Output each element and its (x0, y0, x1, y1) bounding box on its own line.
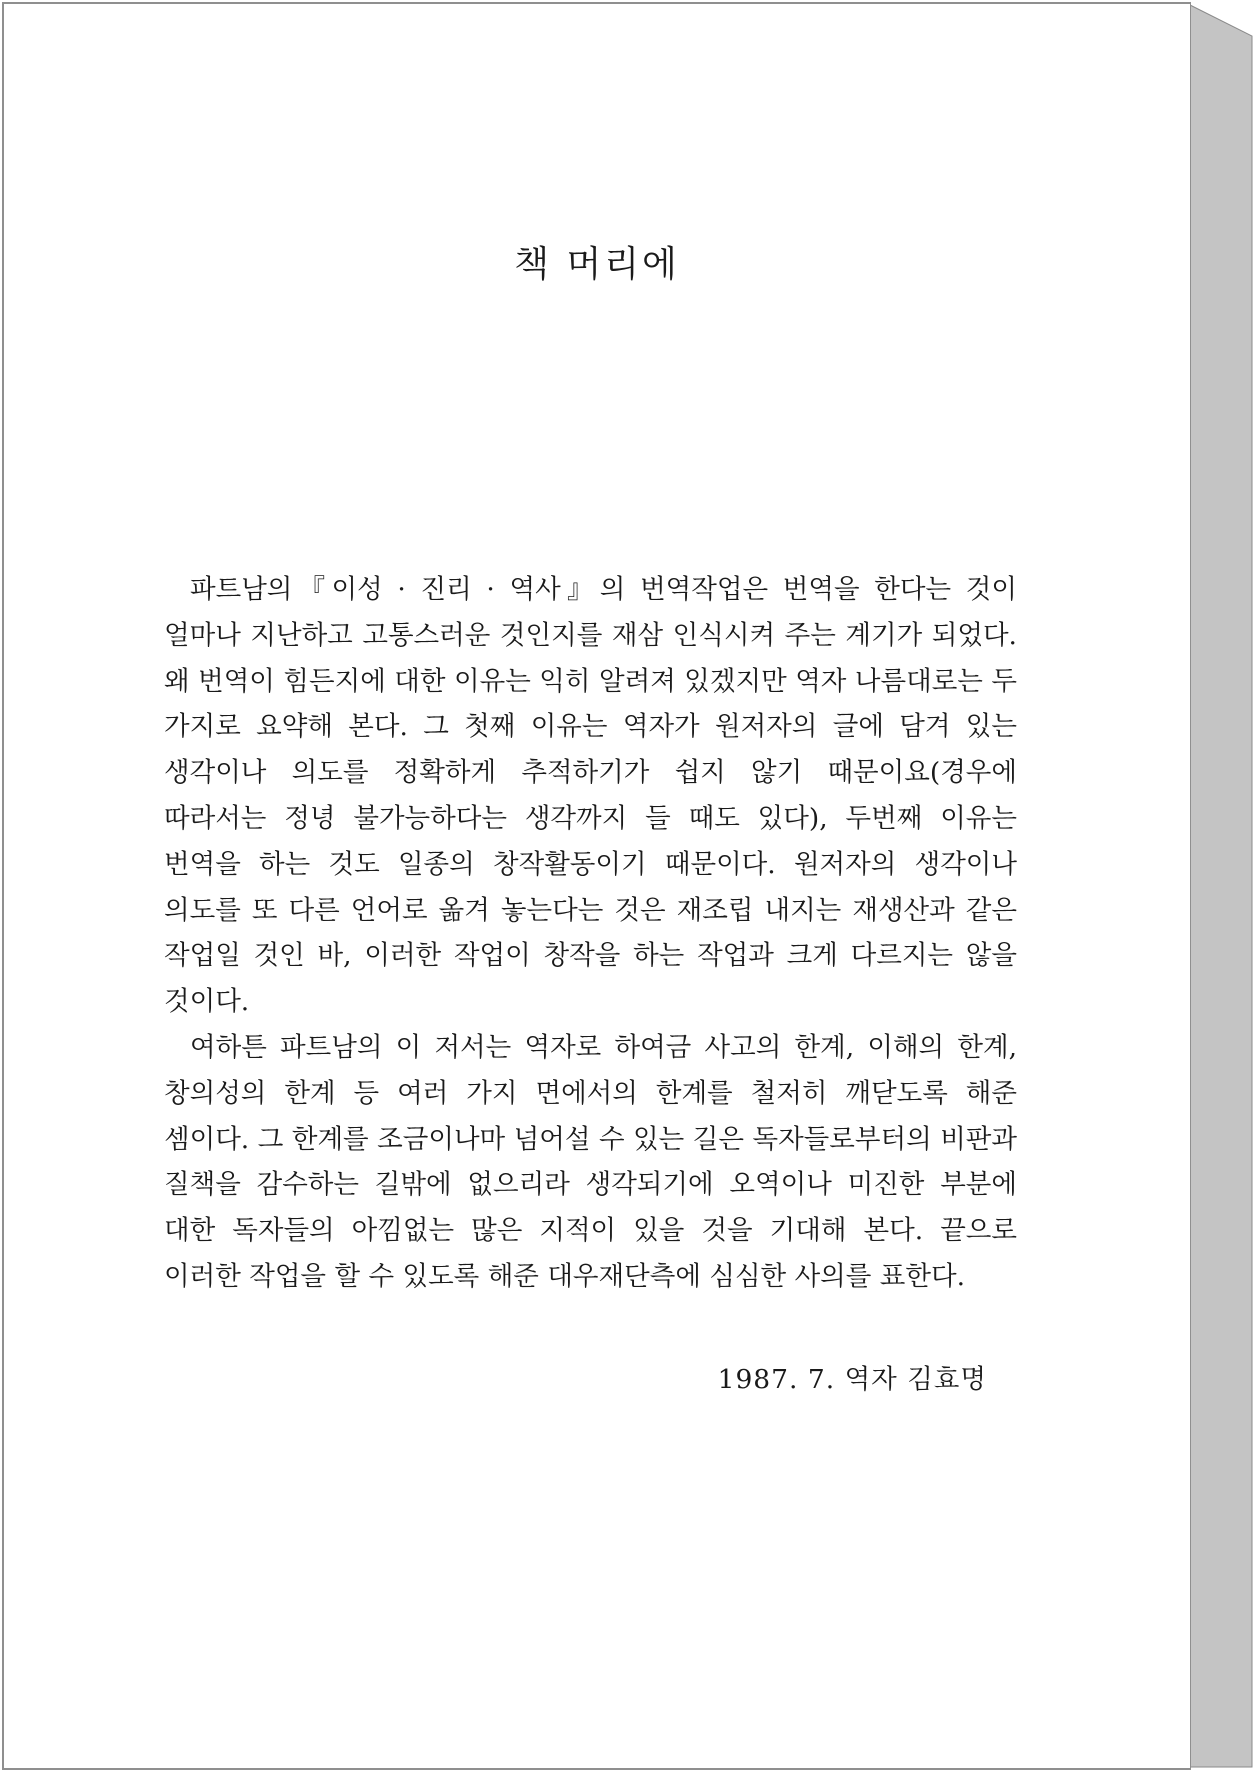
paragraph: 파트남의『이성 · 진리 · 역사』의 번역작업은 번역을 한다는 것이 얼마나 지난하고 고통스러운 것인지를 재삼 인식시켜 주는 계기가 되었다. 왜 번역이 힘든지에 대한 이유는 익히 알려져 있겠지만 역자 나름대로는 두 가지로 요약해 본다. 그 첫째 이유는 역자가 원저자의 글에 담겨 있는 생각이나 의도를 정확하게 추적하기가 쉽지 않기 때문이요(경우에 따라서는 정녕 불가능하다는 생각까지 들 때도 있다), 두번째 이유는 번역을 하는 것도 일종의 창작활동이기 때문이다. 원저자의 생각이나 의도를 또 다른 언어로 옮겨 놓는다는 것은 재조립 내지는 재생산과 같은 작업일 것인 바, 이러한 작업이 창작을 하는 작업과 크게 다르지는 않을 것이다. (164, 574, 1017, 1018)
translator-signature: 1987. 7. 역자 김효명 (717, 1364, 987, 1395)
paragraph: 여하튼 파트남의 이 저서는 역자로 하여금 사고의 한계, 이해의 한계, 창의성의 한계 등 여러 가지 면에서의 한계를 철저히 깨닫도록 해준 셈이다. 그 한계를 조금이나마 넘어설 수 있는 길은 독자들로부터의 비판과 질책을 감수하는 길밖에 없으리라 생각되기에 오역이나 미진한 부분에 대한 독자들의 아낌없는 많은 지적이 있을 것을 기대해 본다. 끝으로 이러한 작업을 할 수 있도록 해준 대우재단측에 심심한 사의를 표한다. (164, 1031, 1017, 1292)
preface-body (164, 567, 1017, 1300)
book-page (4, 4, 1190, 1768)
page-title: 책 머리에 (514, 244, 680, 286)
book-spine-side (1190, 5, 1252, 1767)
